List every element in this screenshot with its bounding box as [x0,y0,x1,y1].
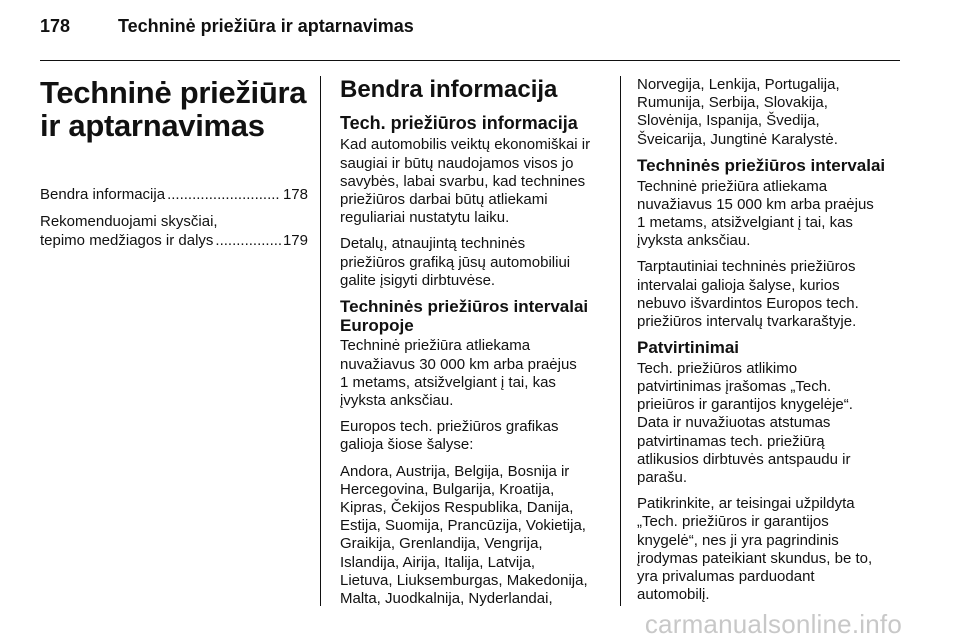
chapter-column [40,76,308,258]
paragraph-confirmations-1: Tech. priežiūros atlikimo patvirtinimas įrašomas „Tech. prieiūros ir garantijos knygelėje“. Data ir nuvažiuotas atstumas patvirtinamas tech. priežiūrą atlikusios dirbtuvės antspaudu ir parašu. [637,359,853,487]
paragraph-service-info-1: Kad automobilis veiktų ekonomiškai ir saugiai ir būtų naudojamos visos jo savybės, labai svarbu, kad technines priežiūros darbai būtų atliekami reguliariai nustatytu laiku. [340,136,591,227]
paragraph-intervals-europe-2: Europos tech. priežiūros grafikas galioja šiose šalyse: [340,418,559,454]
subheading-intervals-europe: Techninės priežiūros intervalai Europoje [340,297,589,335]
paragraph-intervals-1: Techninė priežiūra atliekama nuvažiavus 15 000 km arba praėjus 1 metams, atsižvelgiant į tai, kas įvyksta anksčiau. [637,177,874,250]
chapter-title: Techninė priežiūra ir aptarnavimas [40,75,307,144]
page-number: 178 [40,16,71,36]
subheading-confirmations: Patvirtinimai [637,338,740,358]
toc-page: 178 [282,185,308,203]
toc-entry-general-info[interactable] [40,185,308,204]
paragraph-service-info-2: Detalų, atnaujintą techninės priežiūros grafiką jūsų automobiliui galite įsigyti dirbtuvėse. [340,235,571,289]
toc-label: Bendra informacija [40,185,166,203]
toc-entry-fluids[interactable] [40,212,308,250]
toc-page: 179 [282,231,308,249]
content-column-right [637,76,905,612]
paragraph-confirmations-2: Patikrinkite, ar teisingai užpildyta „Tech. priežiūros ir garantijos knygelė“, nes ji yra pagrindinis įrodymas pateikiant skundus, be to, yra privalumas parduodant automobilį. [637,495,873,604]
subheading-intervals: Techninės priežiūros intervalai [637,155,886,175]
toc-leader [167,185,281,204]
watermark: carmanualsonline.info [644,609,902,639]
toc-leader [215,231,281,250]
section-title: Bendra informacija [340,76,558,103]
running-title: Techninė priežiūra ir aptarnavimas [118,16,414,36]
toc-label-line1: Rekomenduojami skysčiai, [40,212,218,230]
paragraph-country-list-cont: Norvegija, Lenkija, Portugalija, Rumunija, Serbija, Slovakija, Slovėnija, Ispanija, Švedija, Šveicarija, Jungtinė Karalystė. [637,76,840,148]
subheading-service-info: Tech. priežiūros informacija [340,112,578,133]
toc-label-line2: tepimo medžiagos ir dalys [40,231,214,249]
paragraph-country-list: Andora, Austrija, Belgija, Bosnija ir Hercegovina, Bulgarija, Kroatija, Kipras, Čekijos Respublika, Danija, Estija, Suomija, Prancūzija, Vokietija, Graikija, Grenlandija, Vengrija, Islandija, Airija, Italija, Latvija, Lietuva, Liuksemburgas, Makedonija, Malta, Juodkalnija, Nyderlandai, [340,462,588,608]
column-divider-left [320,76,321,606]
content-column-middle [340,76,608,616]
header-rule [40,60,900,61]
column-divider-right [620,76,621,606]
paragraph-intervals-europe-1: Techninė priežiūra atliekama nuvažiavus 30 000 km arba praėjus 1 metams, atsižvelgiant į tai, kas įvyksta anksčiau. [340,337,577,409]
paragraph-intervals-2: Tarptautiniai techninės priežiūros intervalai galioja šalyse, kurios nebuvo išvardintos Europos tech. priežiūros intervalų tvarkaraštyje. [637,258,859,330]
